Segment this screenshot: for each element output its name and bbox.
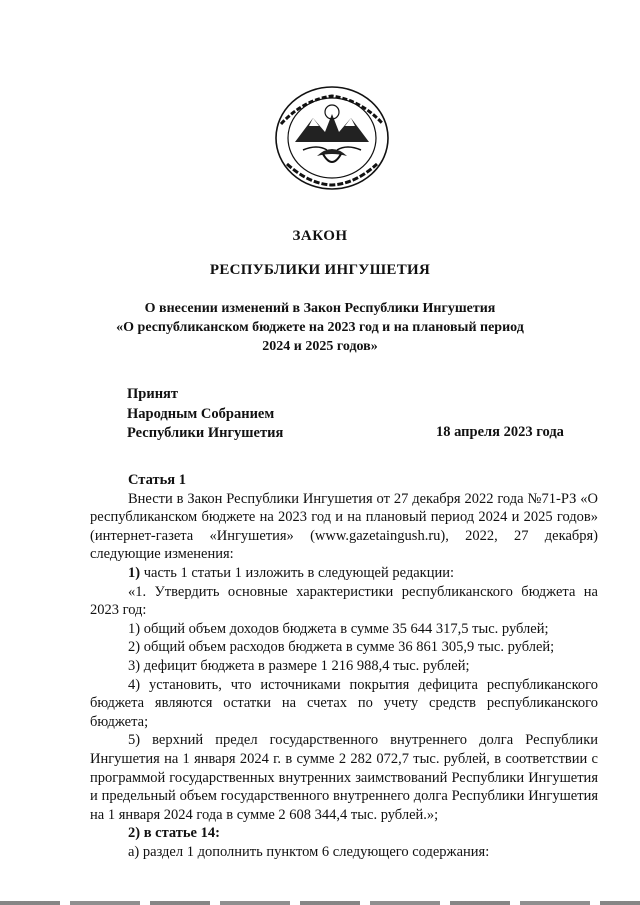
law-title-line: 2024 и 2025 годов» [262,339,378,354]
document-title: ЗАКОН [292,228,348,244]
amendment-item-1 [90,564,598,583]
scan-edge-line [0,901,640,905]
law-title [0,299,640,356]
law-title-line: О внесении изменений в Закон Республики Ингушетия [144,301,496,316]
amendment-item-2: 2) в статье 14: [128,825,220,842]
document-subtitle: РЕСПУБЛИКИ ИНГУШЕТИЯ [209,262,431,278]
adoption-date: 18 апреля 2023 года [436,424,564,440]
item-number: 1) [128,564,141,581]
subitem-3: 3) дефицит бюджета в размере 1 216 988,4 тыс. рублей; [128,657,470,674]
article-body [90,471,598,861]
law-title-line: «О республиканском бюджете на 2023 год и на плановый период [116,320,524,335]
adoption-block [127,385,283,444]
article-intro: Внести в Закон Республики Ингушетия от 27 декабря 2022 года №71-РЗ «О республиканском бюджете на 2023 год и на плановый период 2024 и 2025 годов» (интернет-газета «Ингушетия» (www.gazetaingush.ru), 2022, 27 декабря) следующие изменения: [90,490,598,563]
adoption-line: Принят [127,386,179,402]
subitem-1: 1) общий объем доходов бюджета в сумме 35 644 317,5 тыс. рублей; [128,620,549,637]
adoption-line: Народным Собранием [127,405,275,422]
quoted-clause: «1. Утвердить основные характеристики республиканского бюджета на 2023 год: [90,583,598,619]
subitem-4: 4) установить, что источниками покрытия дефицита республиканского бюджета являются остатки на счетах по учету средств республиканского бюджета; [90,676,598,730]
amendment-item-2a: а) раздел 1 дополнить пунктом 6 следующего содержания: [128,843,490,860]
coat-of-arms-emblem [273,84,391,192]
adoption-line: Республики Ингушетия [127,425,284,441]
item-text: часть 1 статьи 1 изложить в следующей редакции: [140,564,455,581]
article-title: Статья 1 [128,472,186,488]
subitem-2: 2) общий объем расходов бюджета в сумме 36 861 305,9 тыс. рублей; [128,639,555,656]
subitem-5: 5) верхний предел государственного внутреннего долга Республики Ингушетия на 1 января 2024 г. в сумме 2 282 072,7 тыс. рублей, в соответствии с программой государственных внутренних заимствований Республики Ингушетия и предельный объем государственного внутреннего долга Республики Ингушетия на 1 января 2024 года в сумме 2 608 344,4 тыс. рублей.»; [90,732,598,823]
